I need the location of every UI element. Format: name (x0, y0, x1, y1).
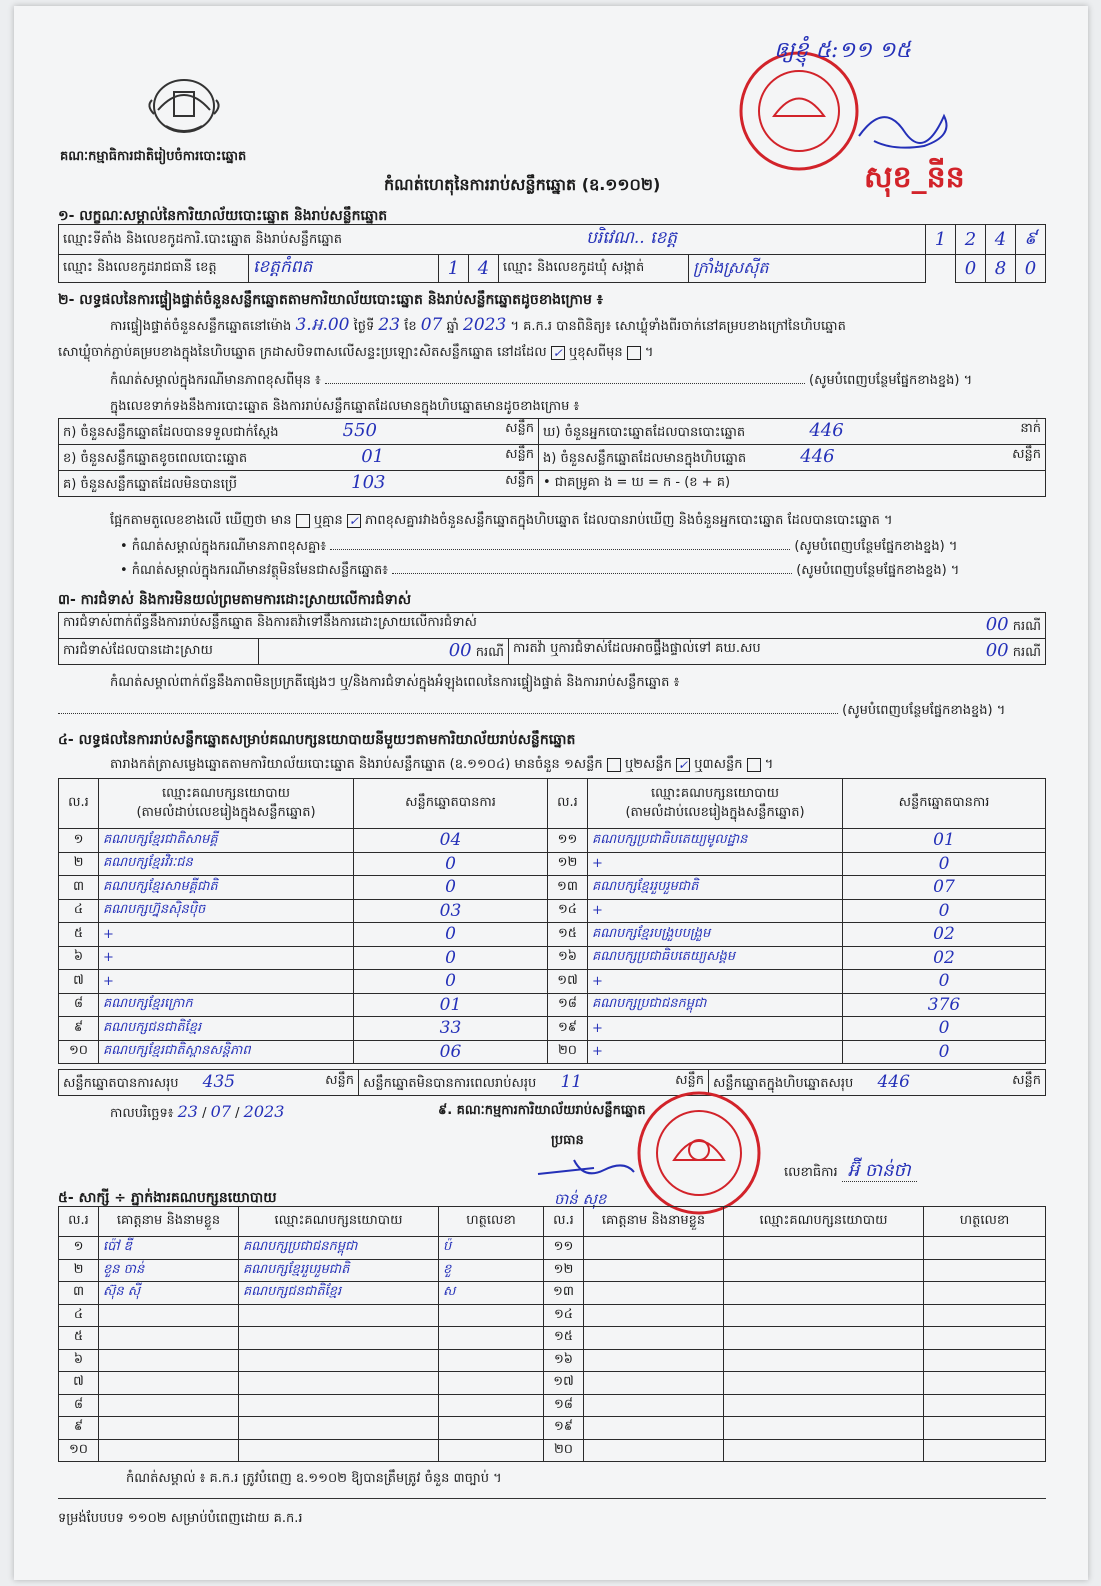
witness-signature (924, 1349, 1046, 1372)
witness-name (584, 1282, 724, 1305)
vote-count: 0 (843, 1040, 1046, 1064)
table-row (59, 946, 1046, 970)
row-number: ៥ (59, 923, 99, 947)
witness-name (584, 1349, 724, 1372)
witness-party: គណបក្សជនជាតិខ្មែរ (239, 1282, 439, 1305)
vote-count: 0 (843, 970, 1046, 994)
row-number: ៧ (59, 1372, 99, 1395)
witness-signature (924, 1417, 1046, 1440)
row-number: ១៧ (544, 1372, 584, 1395)
signature-icon (854, 96, 964, 156)
complaints-table (58, 612, 1046, 665)
resolved-label: ការជំទាស់ដែលបានដោះស្រាយ (59, 639, 259, 665)
table-row (59, 970, 1046, 994)
vote-count: 0 (354, 923, 548, 947)
discrepancy-line: ផ្អែកតាមតួលេខខាងលើ ឃើញថា មាន ឬគ្មាន ✓ ភាពខុសគ្នារវាងចំនួនសន្លឹកឆ្នោតក្នុងហិបឆ្នោត ដែលបានរាប់ឃើញ និងចំនួនអ្នកបោះឆ្នោត ដែលបានបោះឆ្នោត ។ (110, 513, 893, 528)
witness-table (58, 1206, 1046, 1462)
witness-name (99, 1439, 239, 1462)
has-difference-checkbox[interactable] (296, 514, 310, 528)
table-row (59, 1304, 1046, 1327)
no-difference-checkbox[interactable]: ✓ (348, 513, 359, 528)
resolved-value: 00 ករណី (259, 639, 509, 665)
bottom-note: កំណត់សម្គាល់ ៖ គ.ក.រ ត្រូវបំពេញ ឧ.១១០២ ឱ្យបានត្រឹមត្រូវ ចំនួន ៣ច្បាប់ ។ (126, 1471, 502, 1486)
col-name: គោត្តនាម និងនាមខ្លួន (99, 1207, 239, 1237)
location-label: ឈ្មោះទីតាំង និងលេខកូដការិ.បោះឆ្នោត និងរាប់សន្លឹកឆ្នោត បរិវេណ.. ខេត្ត (59, 225, 926, 255)
stamp-handwriting: ឲ្យខ្ញុំ ៥:១១ ១៥ (774, 38, 911, 63)
row-number: ២ (59, 1259, 99, 1282)
location-digit: 2 (956, 225, 986, 255)
stat-in-box: ង) ចំនួនសន្លឹកឆ្នោតដែលមានក្នុងហិបឆ្នោត 446 សន្លឹក (539, 445, 1046, 471)
witness-party (724, 1439, 924, 1462)
witness-name (584, 1372, 724, 1395)
witness-party: គណបក្សខ្មែររួបរួមជាតិ (239, 1259, 439, 1282)
row-number: ១៦ (548, 946, 588, 970)
row-number: ២ (59, 852, 99, 876)
witness-name (584, 1439, 724, 1462)
section3-title: ៣- ការជំទាស់ និងការមិនយល់ព្រមតាមការដោះស្រាយលើការជំទាស់ (58, 592, 412, 608)
col-no: ល.រ (59, 1207, 99, 1237)
vote-count: 02 (843, 946, 1046, 970)
witness-signature (924, 1439, 1046, 1462)
total-valid: សន្លឹកឆ្នោតបានការសរុប 435 សន្លឹក (59, 1070, 359, 1096)
table-row (59, 829, 1046, 853)
witness-signature (439, 1439, 544, 1462)
form-title: កំណត់ហេតុនៃការរាប់សន្លឹកឆ្នោត (ឧ.១១០២) (384, 175, 661, 194)
table-row (59, 1237, 1046, 1260)
party-name: គណបក្សប្រជាជនកម្ពុជា (588, 993, 843, 1017)
witness-party (724, 1259, 924, 1282)
witness-signature: ខួ (439, 1259, 544, 1282)
row-number: ១៣ (548, 876, 588, 900)
table-row (59, 1327, 1046, 1350)
row-number: ៨ (59, 993, 99, 1017)
witness-signature (439, 1394, 544, 1417)
location-hand: បរិវេណ.. ខេត្ត (586, 228, 678, 248)
vote-count: 0 (354, 852, 548, 876)
row-number: ៦ (59, 946, 99, 970)
row-number: ១៩ (548, 1017, 588, 1041)
vote-count: 0 (843, 899, 1046, 923)
row-number: ១៦ (544, 1349, 584, 1372)
irregularity-note: កំណត់សម្គាល់ពាក់ព័ន្ធនឹងភាពមិនប្រក្រតីផ្សេងៗ ឬ/និងការជំទាស់ក្នុងអំឡុងពេលនៃការផ្ទៀងផ្ទាត់ និងការរាប់សន្លឹកឆ្នោត ៖ (110, 675, 680, 690)
witness-name (99, 1394, 239, 1417)
row-number: ១០ (59, 1040, 99, 1064)
two-sheet-checkbox[interactable]: ✓ (678, 757, 689, 772)
witness-party (239, 1394, 439, 1417)
row-number: ១០ (59, 1439, 99, 1462)
witness-name: ខួន ចាន់ (99, 1259, 239, 1282)
committee-label: ៩. គណៈកម្មការការិយាល័យរាប់សន្លឹកឆ្នោត (438, 1103, 646, 1118)
row-number: ២០ (544, 1439, 584, 1462)
table-row (59, 852, 1046, 876)
witness-name (584, 1237, 724, 1260)
col-no: ល.រ (59, 779, 99, 829)
row-number: ៩ (59, 1417, 99, 1440)
witness-party (724, 1304, 924, 1327)
witness-signature (924, 1327, 1046, 1350)
committee-stamp-icon (634, 1088, 764, 1218)
stats-intro: ក្នុងលេខទាក់ទងនឹងការបោះឆ្នោត និងការរាប់សន្លឹកឆ្នោតដែលមានក្នុងហិបឆ្នោតមានដូចខាងក្រោម ៖ (110, 399, 580, 414)
bullet-difference: • កំណត់សម្គាល់ក្នុងករណីមានភាពខុសគ្នា៖ (សូមបំពេញបន្ថែមផ្នែកខាងខ្នង) ។ (120, 539, 958, 554)
row-number: ១៣ (544, 1282, 584, 1305)
row-number: ១២ (548, 852, 588, 876)
col-sign: ហត្ថលេខា (924, 1207, 1046, 1237)
verify-line: ការផ្ទៀងផ្ទាត់ចំនួនសន្លឹកឆ្នោតនៅម៉ោង 3.អ.00 ថ្ងៃទី 23 ខែ 07 ឆ្នាំ 2023 ។ គ.ក.រ បានពិនិត្យ៖ សោឃ្លុំទាំងពីរចាក់នៅគម្របខាងក្រៅនៃហិបឆ្នោត (110, 315, 846, 335)
party-name: គណបក្សខ្មែរបង្រួបបង្រួម (588, 923, 843, 947)
party-name: + (588, 852, 843, 876)
org-name: គណៈកម្មាធិការជាតិរៀបចំការបោះឆ្នោត (60, 149, 247, 164)
vote-count: 07 (843, 876, 1046, 900)
commune-digit: 0 (956, 255, 986, 283)
witness-party (239, 1327, 439, 1350)
totals-table (58, 1069, 1046, 1096)
witness-party (724, 1327, 924, 1350)
secretary-line: លេខាធិការ អ៊ី ចាន់ថា (784, 1158, 917, 1185)
commune-label: ឈ្មោះ និងលេខកូដឃុំ សង្កាត់ (499, 255, 689, 283)
row-number: ២០ (548, 1040, 588, 1064)
table-row (59, 1282, 1046, 1305)
row-number: ៦ (59, 1349, 99, 1372)
witness-name (99, 1372, 239, 1395)
col-party: ឈ្មោះគណបក្សនយោបាយ (239, 1207, 439, 1237)
province-label: ឈ្មោះ និងលេខកូដរាជធានី ខេត្ត (59, 255, 249, 283)
irregularity-fill: (សូមបំពេញបន្ថែមផ្នែកខាងខ្នង) ។ (58, 702, 1046, 721)
witness-party (239, 1372, 439, 1395)
witness-name (584, 1327, 724, 1350)
row-number: ៤ (59, 899, 99, 923)
witness-party (724, 1349, 924, 1372)
witness-name (99, 1349, 239, 1372)
tally-intro: តារាងកត់ត្រាសម្លេងឆ្នោតតាមការិយាល័យបោះឆ្នោត និងរាប់សន្លឹកឆ្នោត (ឧ.១១០៤) មានចំនួន ១សន្លឹក ឬ២សន្លឹក ✓ ឬ៣សន្លឹក ។ (110, 757, 774, 772)
formula: • ជាគម្រូគា ង = ឃ = ក - (ខ + គ) (539, 471, 1046, 497)
footer-divider (58, 1498, 1046, 1499)
vote-count: 01 (354, 993, 548, 1017)
witness-signature (924, 1394, 1046, 1417)
witness-party (724, 1394, 924, 1417)
party-name: គណបក្សប្រជាធិបតេយ្យសង្គម (588, 946, 843, 970)
table-row (59, 1417, 1046, 1440)
col-no: ល.រ (548, 779, 588, 829)
table-row (59, 1394, 1046, 1417)
vote-count: 04 (354, 829, 548, 853)
col-party: ឈ្មោះគណបក្សនយោបាយ (តាមលំដាប់លេខរៀងក្នុងសន្លឹកឆ្នោត) (588, 779, 843, 829)
row-number: ១៨ (544, 1394, 584, 1417)
col-sign: ហត្ថលេខា (439, 1207, 544, 1237)
row-number: ១៧ (548, 970, 588, 994)
nec-emblem-icon (144, 70, 224, 142)
witness-name (584, 1259, 724, 1282)
difference-note: កំណត់សម្គាល់ក្នុងករណីមានភាពខុសពីមុន ៖ (សូមបំពេញបន្ថែមផ្នែកខាងខ្នង) ។ (110, 373, 973, 388)
commune-digit: 8 (986, 255, 1016, 283)
vote-count: 06 (354, 1040, 548, 1064)
witness-signature (439, 1372, 544, 1395)
three-sheet-checkbox[interactable] (747, 758, 761, 772)
stat-spoiled: ខ) ចំនួនសន្លឹកឆ្នោតខូចពេលបោះឆ្នោត 01 សន្លឹក (59, 445, 539, 471)
table-row (59, 993, 1046, 1017)
party-name: គណបក្សជនជាតិខ្មែរ (99, 1017, 354, 1041)
witness-name (584, 1394, 724, 1417)
same-checkbox[interactable]: ✓ (552, 345, 563, 360)
vote-count: 0 (354, 876, 548, 900)
witness-signature (924, 1237, 1046, 1260)
witness-signature (439, 1417, 544, 1440)
vote-count: 01 (843, 829, 1046, 853)
col-votes: សន្លឹកឆ្នោតបានការ (843, 779, 1046, 829)
vote-count: 02 (843, 923, 1046, 947)
row-number: ១៩ (544, 1417, 584, 1440)
col-no: ល.រ (544, 1207, 584, 1237)
chairman-name: ចាន់ សុខ (554, 1190, 607, 1208)
party-name: គណបក្សហ្វ៊ុនស៊ិនប៉ិច (99, 899, 354, 923)
bullet-foreign-object: • កំណត់សម្គាល់ក្នុងករណីមានវត្ថុមិនមែនជាសន្លឹកឆ្នោត៖ (សូមបំពេញបន្ថែមផ្នែកខាងខ្នង) ។ (120, 563, 960, 578)
witness-party (724, 1372, 924, 1395)
witness-party (239, 1439, 439, 1462)
section2-title: ២- លទ្ធផលនៃការផ្ទៀងផ្ទាត់ចំនួនសន្លឹកឆ្នោតតាមការិយាល័យបោះឆ្នោត និងរាប់សន្លឹកឆ្នោតដូចខាងក្រោម ៖ (58, 292, 603, 308)
witness-signature (439, 1327, 544, 1350)
row-number: ១១ (544, 1237, 584, 1260)
commune-hand: ក្រាំងស្រស៊ីត (689, 255, 926, 283)
province-digit: 1 (439, 255, 469, 283)
witness-signature (924, 1282, 1046, 1305)
province-hand: ខេត្តកំពត (249, 255, 439, 283)
location-digit: ៩ (1016, 225, 1046, 255)
row-number: ១៨ (548, 993, 588, 1017)
location-digit: 1 (926, 225, 956, 255)
table-row (59, 899, 1046, 923)
stat-unused: គ) ចំនួនសន្លឹកឆ្នោតដែលមិនបានប្រើ 103 សន្លឹក (59, 471, 539, 497)
party-name: គណបក្សប្រជាធិបតេយ្យមូលដ្ឋាន (588, 829, 843, 853)
party-name: គណបក្សខ្មែរក្រោក (99, 993, 354, 1017)
complaint-row-1: ការជំទាស់ពាក់ព័ន្ធនឹងការរាប់សន្លឹកឆ្នោត និងការតវ៉ាទៅនឹងការដោះស្រាយលើការជំទាស់ 00 ករណី (59, 613, 1046, 639)
section1-table (58, 224, 1046, 283)
party-name: + (588, 970, 843, 994)
secretary-signature: អ៊ី ចាន់ថា (842, 1160, 917, 1182)
witness-party (724, 1237, 924, 1260)
party-name: + (99, 923, 354, 947)
total-invalid: សន្លឹកឆ្នោតមិនបានការពេលរាប់សរុប 11 សន្លឹក (359, 1070, 709, 1096)
witness-name (99, 1417, 239, 1440)
witness-party (239, 1304, 439, 1327)
stat-voters: ឃ) ចំនួនអ្នកបោះឆ្នោតដែលបានបោះឆ្នោត 446 នាក់ (539, 419, 1046, 445)
witness-name (99, 1304, 239, 1327)
witness-party (724, 1417, 924, 1440)
table-row (59, 1017, 1046, 1041)
col-votes: សន្លឹកឆ្នោតបានការ (354, 779, 548, 829)
table-row (59, 876, 1046, 900)
verify-year: 2023 (463, 315, 507, 335)
party-name: គណបក្សខ្មែរសាមគ្គីជាតិ (99, 876, 354, 900)
witness-party (239, 1349, 439, 1372)
vote-count: 376 (843, 993, 1046, 1017)
province-digit: 4 (469, 255, 499, 283)
row-number: ៣ (59, 1282, 99, 1305)
stats-table (58, 418, 1046, 497)
vote-count: 03 (354, 899, 548, 923)
row-number: ១២ (544, 1259, 584, 1282)
section1-title: ១- លក្ខណៈសម្គាល់នៃការិយាល័យបោះឆ្នោត និងរាប់សន្លឹកឆ្នោត (58, 208, 388, 224)
witness-signature (924, 1304, 1046, 1327)
witness-name (584, 1417, 724, 1440)
table-row (59, 1259, 1046, 1282)
vote-count: 0 (843, 852, 1046, 876)
party-name: + (588, 899, 843, 923)
row-number: ៥ (59, 1327, 99, 1350)
row-number: ១៤ (544, 1304, 584, 1327)
signing-date: កាលបរិច្ឆេទ៖ 23 / 07 / 2023 (110, 1102, 285, 1121)
verify-month: 07 (420, 315, 443, 335)
witness-name: ប៉ៅ ឌី (99, 1237, 239, 1260)
party-name: + (99, 970, 354, 994)
witness-name (584, 1304, 724, 1327)
row-number: ៧ (59, 970, 99, 994)
red-handwritten-code: សុខ_នីន (864, 160, 965, 195)
form-sheet (14, 6, 1088, 1580)
witness-party: គណបក្សប្រជាជនកម្ពុជា (239, 1237, 439, 1260)
row-number: ១៤ (548, 899, 588, 923)
witness-name (99, 1327, 239, 1350)
row-number: ១៥ (548, 923, 588, 947)
party-name: គណបក្សខ្មែរវិរៈជន (99, 852, 354, 876)
table-row (59, 1040, 1046, 1064)
witness-name: ស៊ុន ស៊ី (99, 1282, 239, 1305)
row-number: ៩ (59, 1017, 99, 1041)
witness-party (724, 1282, 924, 1305)
witness-party (239, 1417, 439, 1440)
stat-received: ក) ចំនួនសន្លឹកឆ្នោតដែលបានទទួលជាក់ស្តែង 550 សន្លឹក (59, 419, 539, 445)
table-row (59, 1439, 1046, 1462)
witness-signature (924, 1372, 1046, 1395)
vote-count: 0 (354, 970, 548, 994)
commune-digit: 0 (1016, 255, 1046, 283)
party-name: គណបក្សខ្មែររួបរួមជាតិ (588, 876, 843, 900)
row-number: ១១ (548, 829, 588, 853)
verify-line-2: សោឃ្លុំចាក់ភ្ជាប់គម្របខាងក្នុងនៃហិបឆ្នោត ក្រដាសបិទពាសលើសន្ទះប្រឡោះសិតសន្លឹកឆ្នោត នៅដដែល ✓ ឬខុសពីមុន ។ (58, 345, 654, 360)
party-name: + (588, 1017, 843, 1041)
row-number: ១ (59, 829, 99, 853)
total-in-box: សន្លឹកឆ្នោតក្នុងហិបឆ្នោតសរុប 446 សន្លឹក (709, 1070, 1046, 1096)
row-number: ៤ (59, 1304, 99, 1327)
party-name: គណបក្សខ្មែរជាតិស្ពានសន្តិភាព (99, 1040, 354, 1064)
col-party: ឈ្មោះគណបក្សនយោបាយ (តាមលំដាប់លេខរៀងក្នុងសន្លឹកឆ្នោត) (99, 779, 354, 829)
vote-count: 33 (354, 1017, 548, 1041)
one-sheet-checkbox[interactable] (607, 758, 621, 772)
chairman-signature-icon (534, 1150, 644, 1190)
footer-text: ទម្រង់បែបបទ ១១០២ សម្រាប់បំពេញដោយ គ.ក.រ (58, 1511, 303, 1526)
witness-signature (924, 1259, 1046, 1282)
party-name: + (99, 946, 354, 970)
col-party: ឈ្មោះគណបក្សនយោបាយ (724, 1207, 924, 1237)
row-number: ៣ (59, 876, 99, 900)
results-table (58, 778, 1046, 1064)
witness-signature (439, 1304, 544, 1327)
party-name: គណបក្សខ្មែរជាតិសាមគ្គី (99, 829, 354, 853)
section4-title: ៤- លទ្ធផលនៃការរាប់សន្លឹកឆ្នោតសម្រាប់គណបក្សនយោបាយនីមួយៗតាមការិយាល័យរាប់សន្លឹកឆ្នោត (58, 732, 576, 748)
chairman-label: ប្រធាន (551, 1133, 584, 1148)
appeal-row: ការតវ៉ា ឬការជំទាស់ដែលអាចផ្ទឹងផ្ទាល់ទៅ គឃ.សប 00 ករណី (509, 639, 1046, 665)
vote-count: 0 (354, 946, 548, 970)
location-digit: 4 (986, 225, 1016, 255)
verify-day: 23 (378, 315, 401, 335)
witness-signature: ប៉ (439, 1237, 544, 1260)
verify-time: 3.អ.00 (295, 315, 350, 335)
witness-signature: ស (439, 1282, 544, 1305)
col-name: គោត្តនាម និងនាមខ្លួន (584, 1207, 724, 1237)
vote-count: 0 (843, 1017, 1046, 1041)
table-row (59, 1349, 1046, 1372)
witness-signature (439, 1349, 544, 1372)
row-number: ១៥ (544, 1327, 584, 1350)
table-row (59, 923, 1046, 947)
section5-title: ៥- សាក្សី ÷ ភ្នាក់ងារគណបក្សនយោបាយ (58, 1190, 277, 1206)
table-row (59, 1372, 1046, 1395)
row-number: ៨ (59, 1394, 99, 1417)
different-checkbox[interactable] (627, 346, 641, 360)
row-number: ១ (59, 1237, 99, 1260)
party-name: + (588, 1040, 843, 1064)
